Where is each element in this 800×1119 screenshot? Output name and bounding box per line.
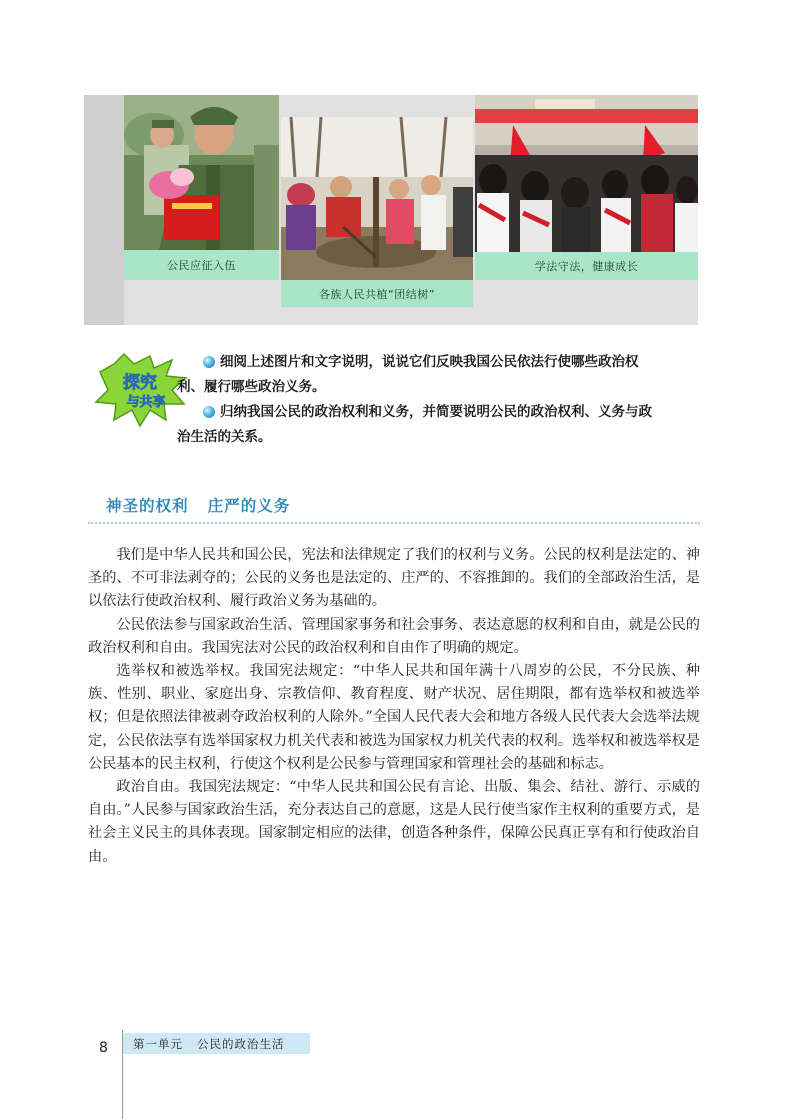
section-title: 神圣的权利 庄严的义务: [106, 497, 291, 515]
photo-caption: 各族人民共植“团结树”: [281, 280, 473, 307]
paragraph: 我们是中华人民共和国公民，宪法和法律规定了我们的权利与义务。公民的权利是法定的、神圣的、不可非法剥夺的；公民的义务也是法定的、庄严的、不容推卸的。我们的全部政治生活，是以依法行使政治权利、履行政治义务为基础的。: [88, 547, 700, 610]
section-divider: [88, 522, 700, 524]
photo-caption: 学法守法，健康成长: [475, 252, 698, 280]
body-text: [88, 544, 700, 869]
bullet-icon: [203, 406, 215, 418]
page-number: 8: [99, 1040, 108, 1056]
explore-question: 细阅上述图片和文字说明，说说它们反映我国公民依法行使哪些政治权 利、履行哪些政治义务。: [177, 354, 639, 395]
unit-label: 第一单元 公民的政治生活: [123, 1033, 310, 1054]
explore-logo-text-1: 探究: [123, 373, 157, 393]
explore-question: 归纳我国公民的政治权利和义务，并简要说明公民的政治权利、义务与政 治生活的关系。: [177, 404, 652, 445]
paragraph: 政治自由。我国宪法规定：“中华人民共和国公民有言论、出版、集会、结社、游行、示威的自由。”人民参与国家政治生活，充分表达自己的意愿，这是人民行使当家作主权利的重要方式，是社会主义民主的具体表现。国家制定相应的法律，创造各种条件，保障公民真正享有和行使政治自由。: [88, 779, 700, 865]
paragraph: 公民依法参与国家政治生活、管理国家事务和社会事务、表达意愿的权利和自由，就是公民的政治权利和自由。我国宪法对公民的政治权利和自由作了明确的规定。: [88, 616, 700, 656]
photo-caption: 公民应征入伍: [124, 250, 279, 280]
bullet-icon: [203, 356, 215, 368]
photo-band-margin: [84, 95, 124, 325]
students-assembly-photo: [475, 95, 698, 252]
explore-questions: [177, 350, 710, 450]
paragraph: 选举权和被选举权。我国宪法规定：“中华人民共和国年满十八周岁的公民，不分民族、种族、性别、职业、家庭出身、宗教信仰、教育程度、财产状况、居住期限，都有选举权和被选举权；但是依照法律被剥夺政治权利的人除外。”全国人民代表大会和地方各级人民代表大会选举法规定，公民依法享有选举国家权力机关代表和被选为国家权力机关代表的权利。选举权和被选举权是公民基本的民主权利，行使这个权利是公民参与管理国家和管理社会的基础和标志。: [88, 663, 700, 772]
explore-logo-text-2: 与共享: [126, 395, 166, 410]
soldier-photo: [124, 95, 279, 250]
tree-planting-photo: [281, 117, 473, 280]
